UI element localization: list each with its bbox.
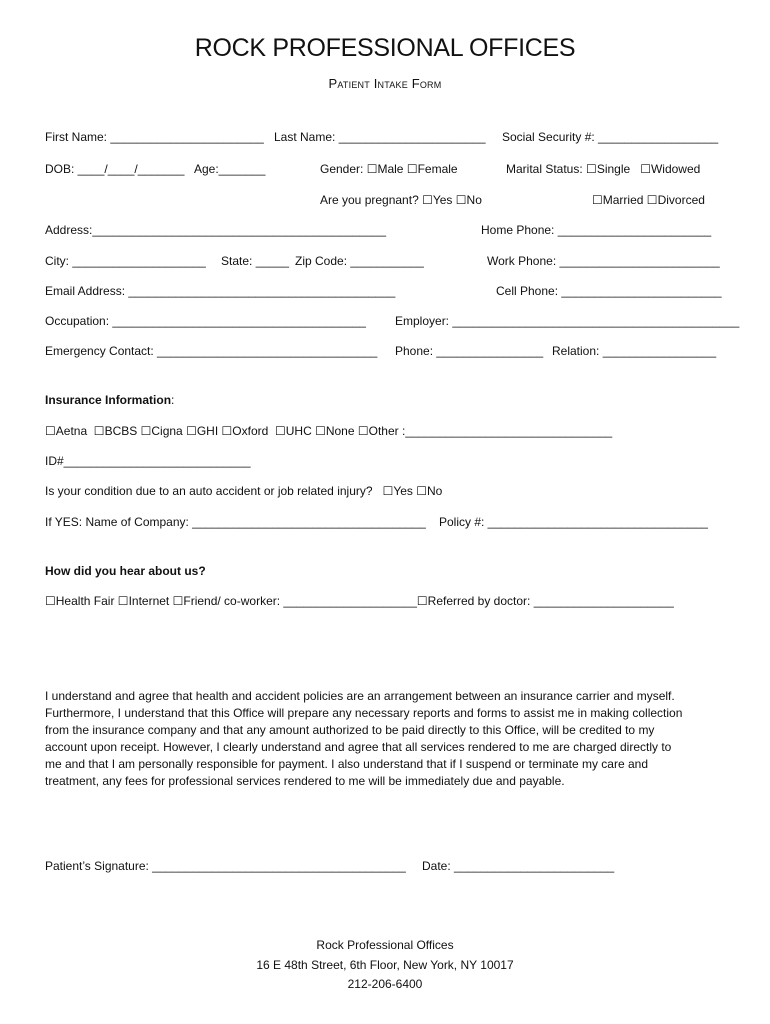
divorced-label: Divorced [657,193,705,207]
cigna-checkbox[interactable]: ☐ [140,424,152,438]
agreement-line: Furthermore, I understand that this Office will prepare any necessary reports and forms to assist me in making collection [45,706,683,720]
single-label: Single [596,162,631,176]
last-name-field[interactable]: Last Name: ______________________ [274,130,486,144]
marital-status-label: Marital Status: [506,162,583,176]
widowed-label: Widowed [650,162,701,176]
pregnant-yes-label: Yes [432,193,453,207]
emergency-contact-field[interactable]: Emergency Contact: _________________________________ [45,344,378,358]
uhc-label: UHC [285,424,312,438]
accident-question: Is your condition due to an auto accident or job related injury? [45,484,373,498]
female-label: Female [417,162,458,176]
health-fair-label: Health Fair [55,594,115,608]
footer-address: 16 E 48th Street, 6th Floor, New York, NY 10017 [256,958,514,972]
oxford-checkbox[interactable]: ☐ [221,424,233,438]
bcbs-label: BCBS [104,424,138,438]
other-checkbox[interactable]: ☐ [357,424,369,438]
occupation-field[interactable]: Occupation: ______________________________________ [45,314,366,328]
health-fair-checkbox[interactable]: ☐ [45,594,56,608]
dob-field[interactable]: DOB: ____/____/_______ [45,162,185,176]
first-name-field[interactable]: First Name: _______________________ [45,130,264,144]
ssn-field[interactable]: Social Security #: __________________ [502,130,719,144]
agreement-line: from the insurance company and that any amount authorized to be paid directly to this Office, will be credited to my [45,723,655,737]
bcbs-checkbox[interactable]: ☐ [93,424,105,438]
oxford-label: Oxford [232,424,269,438]
home-phone-field[interactable]: Home Phone: _______________________ [481,223,712,237]
none-checkbox[interactable]: ☐ [315,424,326,438]
agreement-line: account upon receipt. However, I clearly understand and agree that all services rendered to me are charged directly to [45,740,672,754]
aetna-checkbox[interactable]: ☐ [45,424,56,438]
gender-label: Gender: [320,162,364,176]
pregnant-label: Are you pregnant? [320,193,419,207]
single-checkbox[interactable]: ☐ [586,162,597,176]
company-name-field[interactable]: If YES: Name of Company: ___________________________________ [45,515,426,529]
city-field[interactable]: City: ____________________ [45,254,206,268]
male-checkbox[interactable]: ☐ [366,162,378,176]
address-field[interactable]: Address:____________________________________________ [45,223,387,237]
married-checkbox[interactable]: ☐ [592,193,603,207]
none-label: None [325,424,355,438]
divorced-checkbox[interactable]: ☐ [646,193,658,207]
policy-number-field[interactable]: Policy #: _________________________________ [439,515,708,529]
widowed-checkbox[interactable]: ☐ [640,162,651,176]
accident-no-label: No [427,484,443,498]
work-phone-field[interactable]: Work Phone: ________________________ [487,254,720,268]
pregnant-yes-checkbox[interactable]: ☐ [422,193,433,207]
form-subtitle: Patient Intake Form [328,76,442,91]
insurance-heading [45,393,174,407]
agreement-line: treatment, any fees for professional services rendered to me will be immediately due and payable. [45,774,565,788]
friend-checkbox[interactable]: ☐ [172,594,184,608]
pregnant-no-checkbox[interactable]: ☐ [455,193,467,207]
referral-options [45,594,674,608]
internet-checkbox[interactable]: ☐ [117,594,129,608]
cell-phone-field[interactable]: Cell Phone: ________________________ [496,284,722,298]
referral-heading: How did you hear about us? [45,564,206,578]
insurance-id-field[interactable]: ID#____________________________ [45,454,251,468]
accident-yes-checkbox[interactable]: ☐ [382,484,394,498]
agreement-line: me and that I am personally responsible for payment. I also understand that if I suspend or terminate my care and [45,757,648,771]
accident-no-checkbox[interactable]: ☐ [416,484,428,498]
insurance-heading-colon: : [171,393,175,407]
insurance-options [45,424,612,438]
agreement-line: I understand and agree that health and accident policies are an arrangement between an insurance carrier and myself. [45,689,675,703]
other-label: Other : [368,424,406,438]
married-label: Married [602,193,644,207]
ghi-checkbox[interactable]: ☐ [186,424,197,438]
relation-field[interactable]: Relation: _________________ [552,344,717,358]
page-title: ROCK PROFESSIONAL OFFICES [194,34,576,62]
agreement-paragraph [45,688,735,790]
gender-group [320,162,458,176]
footer-phone: 212-206-6400 [347,977,423,991]
uhc-checkbox[interactable]: ☐ [274,424,286,438]
signature-field[interactable]: Patient’s Signature: ______________________________________ [45,859,406,873]
doctor-checkbox[interactable]: ☐ [416,594,428,608]
female-checkbox[interactable]: ☐ [406,162,418,176]
aetna-label: Aetna [55,424,88,438]
accident-question-group [45,484,442,498]
marital-group-bottom [592,193,705,207]
doctor-field[interactable]: Referred by doctor: _____________________ [427,594,674,608]
footer-office-name: Rock Professional Offices [316,938,454,952]
insurance-heading-text: Insurance Information [45,393,172,407]
friend-field[interactable]: Friend/ co-worker: ____________________ [183,594,417,608]
ghi-label: GHI [196,424,219,438]
other-insurance-field[interactable]: _______________________________ [405,424,613,438]
email-field[interactable]: Email Address: ________________________________________ [45,284,396,298]
pregnant-group [320,193,482,207]
accident-yes-label: Yes [393,484,413,498]
zip-code-field[interactable]: Zip Code: ___________ [295,254,424,268]
pregnant-no-label: No [466,193,482,207]
age-field[interactable]: Age:_______ [194,162,266,176]
signature-date-field[interactable]: Date: ________________________ [422,859,615,873]
cigna-label: Cigna [151,424,183,438]
emergency-phone-field[interactable]: Phone: ________________ [395,344,544,358]
marital-group-top [506,162,700,176]
male-label: Male [377,162,404,176]
state-field[interactable]: State: _____ [221,254,290,268]
employer-field[interactable]: Employer: ___________________________________________ [395,314,740,328]
internet-label: Internet [128,594,170,608]
